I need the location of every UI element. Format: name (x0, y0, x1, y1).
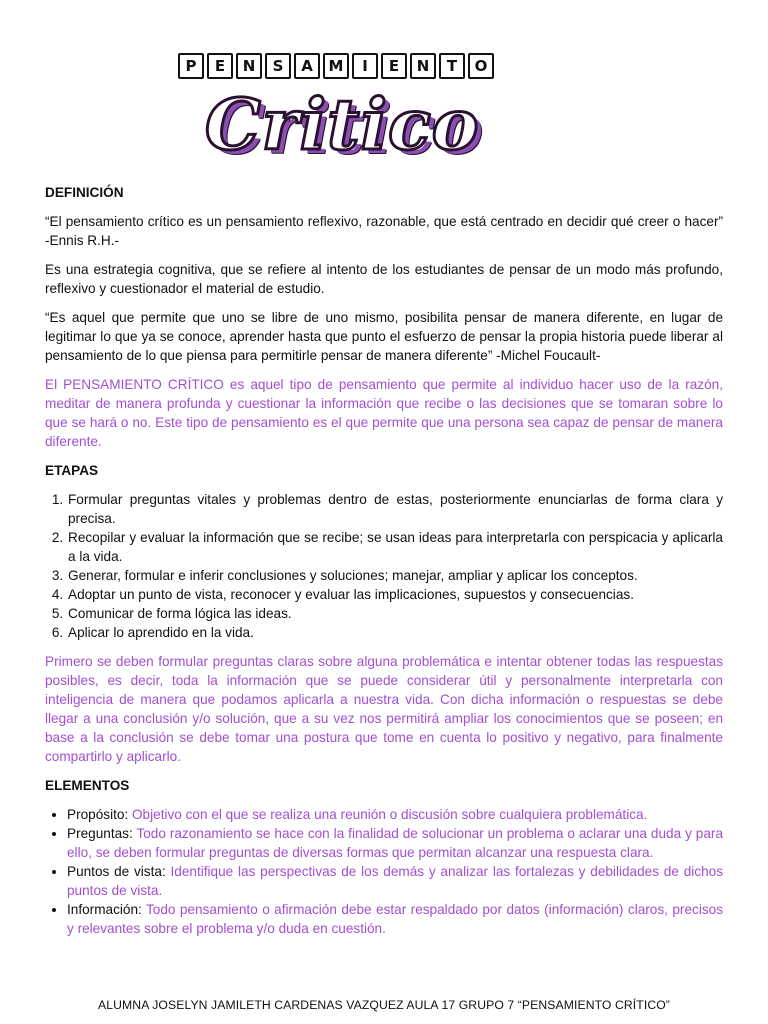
title-critico: Critico (205, 83, 480, 166)
section-heading-definicion: DEFINICIÓN (45, 185, 124, 200)
etapas-list (45, 490, 723, 642)
element-description: Todo razonamiento se hace con la finalidad de solucionar un problema o aclarar una duda y para ello, se deben formular preguntas de diversas formas que permitan alcanzar una respuesta clara. (67, 826, 724, 860)
list-item (67, 862, 723, 900)
title-letter: P (178, 53, 204, 79)
document-body (45, 183, 723, 948)
list-item (67, 900, 723, 938)
title-letter: S (265, 53, 291, 79)
etapas-summary: Primero se deben formular preguntas claras sobre alguna problemática e intentar obtener todas las respuestas posibles, es decir, toda la información que se puede considerar útil y personalmente interpretarla con inteligencia de manera que podamos aplicarla a nuestra vida. Con dicha información o respuestas se debe llegar a una conclusión y/o solución, que a su vez nos permitirá ampliar los conocimientos que se poseen; en base a la conclusión se debe tomar una postura que tome en cuenta lo positivo y negativo, para finalmente compartirlo y aplicarlo. (45, 654, 723, 764)
title-letter: O (468, 53, 494, 79)
list-item (67, 824, 723, 862)
definicion-summary: El PENSAMIENTO CRÍTICO es aquel tipo de pensamiento que permite al individuo hacer uso de la razón, meditar de manera profunda y cuestionar la información que recibe o las decisiones que se tomaran sobre lo que se hará o no. Este tipo de pensamiento es el que permite que una persona sea capaz de pensar de manera diferente. (45, 377, 723, 449)
element-term: Información: (67, 902, 146, 917)
element-description: Objetivo con el que se realiza una reunión o discusión sobre cualquiera problemática. (131, 807, 648, 822)
title-letter: N (410, 53, 436, 79)
elementos-list (45, 805, 723, 938)
title-letter-boxes (178, 53, 494, 79)
title-letter: E (207, 53, 233, 79)
element-term: Preguntas: (67, 826, 137, 841)
definicion-quote-foucault: “Es aquel que permite que uno se libre de uno mismo, posibilita pensar de manera diferente, en lugar de legitimar lo que ya se conoce, aprender hasta que punto el esfuerzo de pensar la propia historia puede liberar al pensamiento de lo que piensa para permitirle pensar de manera diferente” -Michel Foucault- (45, 310, 723, 363)
definicion-quote-ennis: “El pensamiento crítico es un pensamiento reflexivo, razonable, que está centrado en decidir qué creer o hacer” -Ennis R.H.- (45, 214, 723, 248)
list-item: 2. Recopilar y evaluar la información que se recibe; se usan ideas para interpretarla con perspicacia y aplicarla a la vida. (67, 528, 723, 566)
title-letter: E (381, 53, 407, 79)
list-item: 6. Aplicar lo aprendido en la vida. (67, 623, 723, 642)
definicion-paragraph: Es una estrategia cognitiva, que se refiere al intento de los estudiantes de pensar de un modo más profundo, reflexivo y cuestionador el material de estudio. (45, 262, 723, 296)
title-letter: I (352, 53, 378, 79)
element-description: Todo pensamiento o afirmación debe estar respaldado por datos (información) claros, precisos y relevantes sobre el problema y/o duda en cuestión. (67, 902, 723, 936)
list-item: 1. Formular preguntas vitales y problemas dentro de estas, posteriormente enunciarlas de forma clara y precisa. (67, 490, 723, 528)
element-term: Propósito: (67, 807, 132, 822)
section-heading-elementos: ELEMENTOS (45, 778, 130, 793)
list-item: 4. Adoptar un punto de vista, reconocer y evaluar las implicaciones, supuestos y consecuencias. (67, 585, 723, 604)
title-letter: N (236, 53, 262, 79)
element-term: Puntos de vista: (67, 864, 171, 879)
element-description: Identifique las perspectivas de los demás y analizar las fortalezas y debilidades de dichos puntos de vista. (67, 864, 723, 898)
title-letter: A (294, 53, 320, 79)
list-item: 3. Generar, formular e inferir conclusiones y soluciones; manejar, ampliar y aplicar los conceptos. (67, 566, 723, 585)
title-letter: M (323, 53, 349, 79)
list-item (67, 805, 723, 824)
page-footer: ALUMNA JOSELYN JAMILETH CARDENAS VAZQUEZ AULA 17 GRUPO 7 “PENSAMIENTO CRÍTICO” (98, 998, 670, 1012)
section-heading-etapas: ETAPAS (45, 463, 99, 478)
title-letter: T (439, 53, 465, 79)
list-item: 5. Comunicar de forma lógica las ideas. (67, 604, 723, 623)
